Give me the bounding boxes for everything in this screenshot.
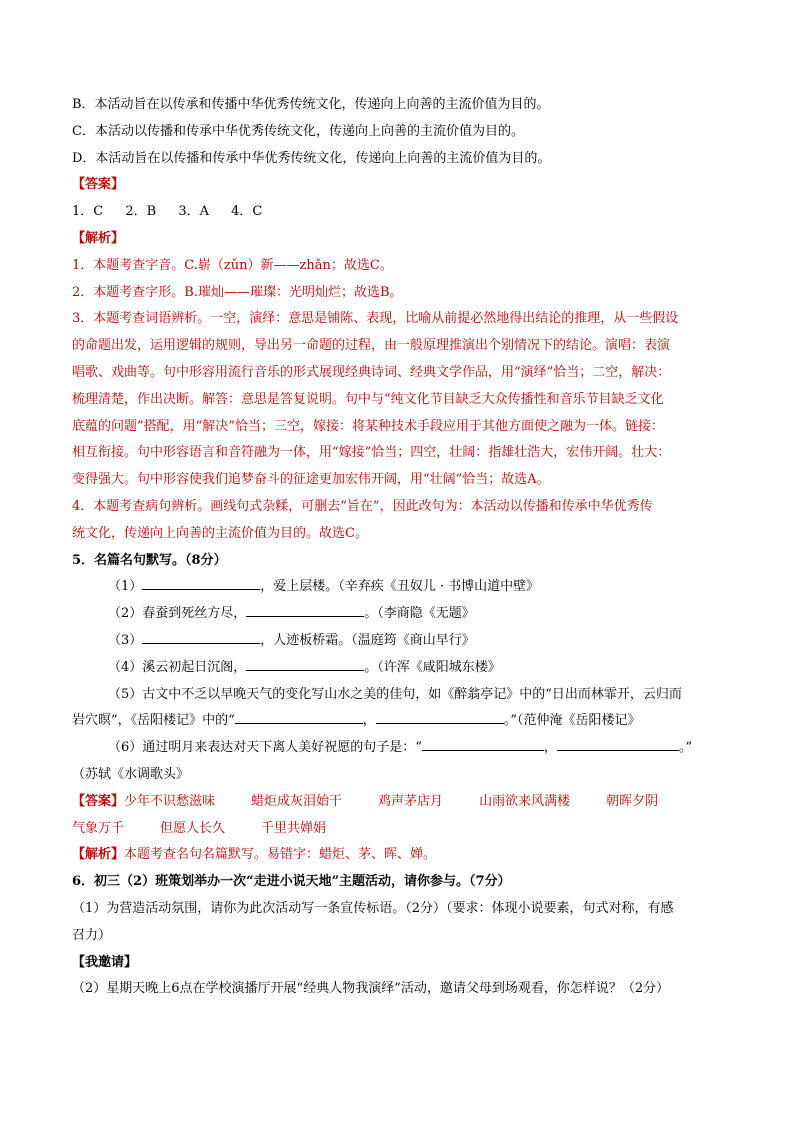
q5-item-3: （3） ，人迹板桥霜。（温庭筠《商山早行》 [72,628,732,655]
analysis-label: 【解析】 [72,847,125,863]
analysis-line: 4．本题考查病句辨析。画线句式杂糅，可删去“旨在”，因此改句为：本活动以传播和传承中华优秀传 [72,498,653,514]
document-page [72,92,732,1003]
analysis-line: 3．本题考查词语辨析。一空，演绎：意思是铺陈、表现，比喻从前提必然地得出结论的推理，从一些假设 [72,311,679,327]
fill-blank[interactable] [142,575,260,590]
answer-3: 3．A [178,204,209,220]
answers-row-2-cont: 气象万千 但愿人长久 千里共婵娟 [72,820,327,836]
option-d: D．本活动旨在以传播和传承中华优秀传统文化，传递向上向善的主流价值为目的。 [72,150,551,166]
q5-item-5-line-1: （5）古文中不乏以早晚天气的变化写山水之美的佳句，如《醉翁亭记》中的“日出而林霏开，云归而 [108,686,682,702]
analysis-line: 统文化，传递向上向善的主流价值为目的。故选C。 [72,525,368,541]
q5-item-5-line-2: 岩穴暝”，《岳阳楼记》中的“ ， 。”（范仲淹《岳阳楼记》 [72,708,732,735]
answer-label: 【答案】 [72,177,125,193]
analysis-line: 相互衔接。句中形容语言和音符融为一体，用“嫁接”恰当；四空，壮阔：指雄壮浩大，宏伟开阔。壮大： [72,445,671,461]
analysis-line: 梳理清楚，作出决断。解答：意思是答复说明。句中与“纯文化节目缺乏大众传播性和音乐节目缺乏文化 [72,391,664,407]
answer-label: 【答案】 [72,793,125,809]
q6-invite-label: 【我邀请】 [72,954,138,970]
analysis-line: 底蕴的问题”搭配，用“解决”恰当；三空，嫁接：将某种技术手段应用于其他方面使之融为一体。链接： [72,418,664,434]
analysis-line: 变得强大。句中形容使我们追梦奋斗的征途更加宏伟开阔，用“壮阔”恰当；故选A。 [72,472,550,488]
fill-blank[interactable] [246,602,364,617]
q5-item-6: （6）通过明月来表达对天下离人美好祝愿的句子是：“ ， 。” [72,735,732,762]
q6-sub2: （2）星期天晚上6点在学校演播厅开展“经典人物我演绎”活动，邀请父母到场观看，你怎样说？（2分） [72,981,670,997]
fill-blank[interactable] [235,709,363,724]
q6-sub1-line-2: 召力） [72,927,112,943]
analysis-line: 1．本题考查字音。C.崭（zǔn）新——zhǎn；故选C。 [72,257,393,273]
option-c: C．本活动以传播和传承中华优秀传统文化，传递向上向善的主流价值为目的。 [72,123,524,139]
analysis-label: 【解析】 [72,230,125,246]
answer-1: 1．C [72,204,104,220]
q5-item-1: （1） ，爱上层楼。（辛弃疾《丑奴儿 · 书博山道中壁》 [72,574,732,601]
q5-item-6-source: （苏轼《水调歌头》 [72,766,190,782]
answer-4: 4．C [231,204,263,220]
fill-blank[interactable] [142,629,260,644]
fill-blank[interactable] [557,736,679,751]
analysis-line: 2．本题考查字形。B.璀灿——璀璨：光明灿烂；故选B。 [72,284,403,300]
q5-item-2: （2）春蚕到死丝方尽， 。（李商隐《无题》 [72,601,732,628]
fill-blank[interactable] [246,656,364,671]
q5-item-4: （4）溪云初起日沉阁， 。（许浑《咸阳城东楼》 [72,655,732,682]
q6-sub1-line-1: （1）为营造活动氛围，请你为此次活动写一条宣传标语。（2分）（要求：体现小说要素，句式对称，有感 [72,900,674,916]
question-5-title: 5．名篇名句默写。（8分） [72,552,227,568]
answers-row [72,199,732,226]
fill-blank[interactable] [422,736,544,751]
analysis-line: 唱歌、戏曲等。句中形容用流行音乐的形式展现经典诗词、经典文学作品，用“演绎”恰当；二空，解决： [72,364,671,380]
analysis-row-2: 【解析】本题考查名句名篇默写。易错字：蜡炬、茅、晖、婵。 [72,847,437,863]
analysis-line: 的命题出发，运用逻辑的规则，导出另一命题的过程，由一般原理推演出个别情况下的结论。演唱：表演 [72,338,671,354]
question-6-title: 6．初三（2）班策划举办一次“走进小说天地”主题活动，请你参与。（7分） [72,874,511,890]
fill-blank[interactable] [376,709,504,724]
answers-row-2: 【答案】少年不识愁滋味 蜡炬成灰泪始干 鸡声茅店月 山雨欲来风满楼 朝晖夕阴 [72,793,659,809]
answer-2: 2．B [125,204,157,220]
option-b: B．本活动旨在以传承和传播中华优秀传统文化，传递向上向善的主流价值为目的。 [72,97,550,112]
